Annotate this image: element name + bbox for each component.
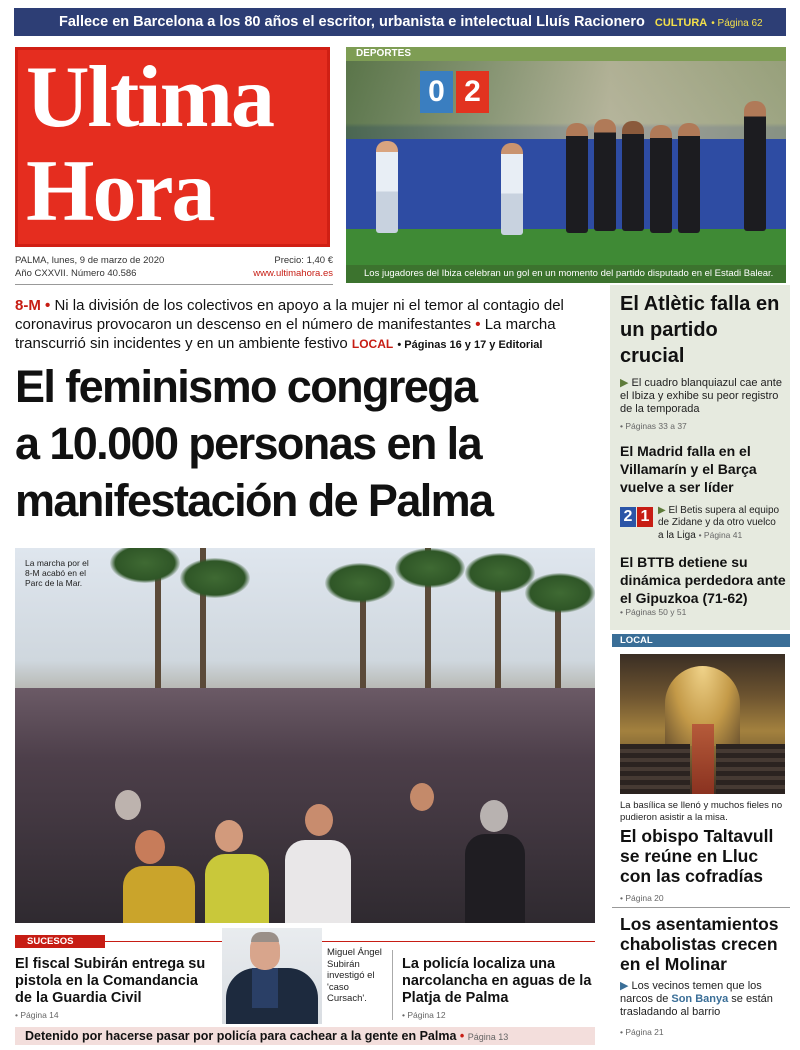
deportes-section-label: DEPORTES: [346, 47, 786, 61]
top-banner-page: • Página 62: [711, 18, 763, 29]
madrid-score-home: 2: [620, 507, 636, 527]
person-body: [205, 854, 269, 923]
sports-column: [610, 285, 790, 630]
issue-number: Año CXXVII. Número 40.586: [15, 268, 137, 279]
person-head: [135, 830, 165, 864]
person-head: [215, 820, 243, 852]
pews-right: [716, 744, 785, 794]
asentamientos-text-a: Los vecinos temen que los narcos de: [620, 980, 762, 1005]
bttb-page: • Páginas 50 y 51: [620, 607, 687, 617]
hair: [251, 932, 279, 942]
lead-tag: 8-M: [15, 297, 41, 314]
madrid-score-away: 1: [637, 507, 653, 527]
fiscal-photo-caption: Miguel Ángel Subirán investigó el 'caso Cursach'.: [327, 947, 382, 1004]
fiscal-headline[interactable]: El fiscal Subirán entrega su pistola en la Comandancia de la Guardia Civil: [15, 956, 206, 1006]
madrid-summary: [658, 505, 783, 542]
arrow-icon: ▶: [658, 505, 666, 516]
divider: [612, 907, 790, 908]
palm-fronds: [465, 553, 535, 593]
obispo-page: • Página 20: [620, 893, 664, 903]
bttb-headline[interactable]: El BTTB detiene su dinámica perdedora ante el Gipuzkoa (71-62): [620, 554, 786, 606]
policia-headline[interactable]: La policía localiza una narcolancha en aguas de la Platja de Palma: [402, 956, 592, 1006]
player-figure: [376, 141, 398, 233]
issue-price: Precio: 1,40 €: [274, 255, 333, 266]
palm-fronds: [395, 548, 465, 588]
match-score: [420, 71, 490, 113]
fiscal-portrait[interactable]: [222, 928, 322, 1024]
deportes-photo-caption: Los jugadores del Ibiza celebran un gol en un momento del partido disputado en el Estadi Balear.: [346, 265, 786, 283]
person-head: [115, 790, 141, 820]
top-banner[interactable]: [14, 8, 786, 36]
player-figure: [501, 143, 523, 235]
palm-fronds: [180, 558, 250, 598]
masthead-logo[interactable]: [15, 47, 330, 247]
basilica-photo[interactable]: [620, 654, 785, 794]
sucesos-section-label: SUCESOS: [15, 935, 105, 948]
lead-pages: • Páginas 16 y 17 y Editorial: [397, 339, 543, 351]
palm-fronds: [110, 548, 180, 583]
person-head: [410, 783, 434, 811]
asentamientos-headline[interactable]: Los asentamientos chabolistas crecen en el Molinar: [620, 914, 779, 974]
lead-section[interactable]: LOCAL: [351, 337, 394, 351]
top-banner-headline: Fallece en Barcelona a los 80 años el escritor, urbanista e intelectual Lluís Racionero: [59, 14, 645, 30]
person-body: [285, 840, 351, 923]
player-figure: [650, 125, 672, 233]
logo-line-2: Hora: [26, 143, 214, 240]
bullet-icon: •: [459, 1029, 465, 1043]
main-photo-caption: La marcha por el 8-M acabó en el Parc de la Mar.: [25, 558, 89, 588]
score-home: 0: [420, 71, 453, 113]
player-figure: [622, 121, 644, 231]
main-headline[interactable]: [15, 358, 600, 529]
fiscal-page: • Página 14: [15, 1010, 59, 1020]
arrow-icon: ▶: [620, 377, 629, 389]
madrid-score: [620, 507, 654, 527]
atletic-summary-text: El cuadro blanquiazul cae ante el Ibiza y exhibe su peor registro de la temporada: [620, 377, 782, 415]
asentamientos-summary: [620, 980, 790, 1019]
player-figure: [744, 101, 766, 231]
atletic-headline[interactable]: El Atlètic falla en un partido crucial: [620, 293, 780, 367]
asentamientos-page: • Página 21: [620, 1027, 664, 1037]
top-banner-section: CULTURA: [654, 17, 708, 29]
issue-date: PALMA, lunes, 9 de marzo de 2020: [15, 255, 165, 266]
local-section-label: LOCAL: [612, 634, 790, 647]
main-photo[interactable]: [15, 548, 595, 923]
policia-page: • Página 12: [402, 1010, 446, 1020]
atletic-page: • Páginas 33 a 37: [620, 421, 687, 431]
madrid-headline[interactable]: El Madrid falla en el Villamarín y el Barça vuelve a ser líder: [620, 443, 757, 495]
asentamientos-text-b: se están trasladando al barrio: [620, 993, 773, 1018]
logo-line-1: Ultima: [26, 49, 274, 146]
lead-text-2: La marcha transcurrió sin incidentes y en un ambiente festivo: [15, 316, 556, 352]
sucesos-rule: [105, 941, 595, 942]
bullet-icon: •: [45, 297, 51, 314]
palm-fronds: [525, 573, 595, 613]
arrow-icon: ▶: [620, 980, 629, 992]
score-away: 2: [456, 71, 489, 113]
lead-paragraph: [15, 296, 595, 355]
pews-left: [620, 744, 690, 794]
bottom-teaser-text: Detenido por hacerse pasar por policía para cachear a la gente en Palma: [25, 1029, 457, 1043]
bullet-icon: •: [475, 316, 481, 333]
bottom-teaser-page: Página 13: [467, 1032, 509, 1042]
person-head: [480, 800, 508, 832]
basilica-photo-caption: La basílica se llenó y muchos fieles no pudieron asistir a la misa.: [620, 800, 783, 823]
column-rule: [392, 950, 393, 1020]
headline-line-1: El feminismo congrega: [15, 361, 477, 412]
person-body: [465, 834, 525, 923]
bottom-teaser[interactable]: [15, 1027, 595, 1045]
palm-fronds: [325, 563, 395, 603]
aisle-carpet: [692, 724, 714, 794]
person-head: [305, 804, 333, 836]
lead-text-1: Ni la división de los colectivos en apoyo a la mujer ni el temor al contagio del coronavirus provocaron un descenso en el número de manifestantes: [15, 297, 564, 333]
player-figure: [566, 123, 588, 233]
madrid-page: • Página 41: [698, 530, 743, 540]
person-body: [123, 866, 195, 923]
headline-line-3: manifestación de Palma: [15, 475, 493, 526]
player-figure: [678, 123, 700, 233]
obispo-headline[interactable]: El obispo Taltavull se reúne en Lluc con las cofradías: [620, 826, 774, 886]
madrid-summary-text: El Betis supera al equipo de Zidane y da otro vuelco a la Liga: [658, 505, 780, 541]
deportes-photo[interactable]: [346, 61, 786, 283]
scarf: [252, 968, 278, 1008]
dateline: [15, 255, 333, 285]
asentamientos-highlight: Son Banya: [671, 993, 729, 1005]
player-figure: [594, 119, 616, 231]
website-link[interactable]: www.ultimahora.es: [253, 268, 333, 279]
atletic-summary: [620, 377, 785, 416]
headline-line-2: a 10.000 personas en la: [15, 418, 482, 469]
